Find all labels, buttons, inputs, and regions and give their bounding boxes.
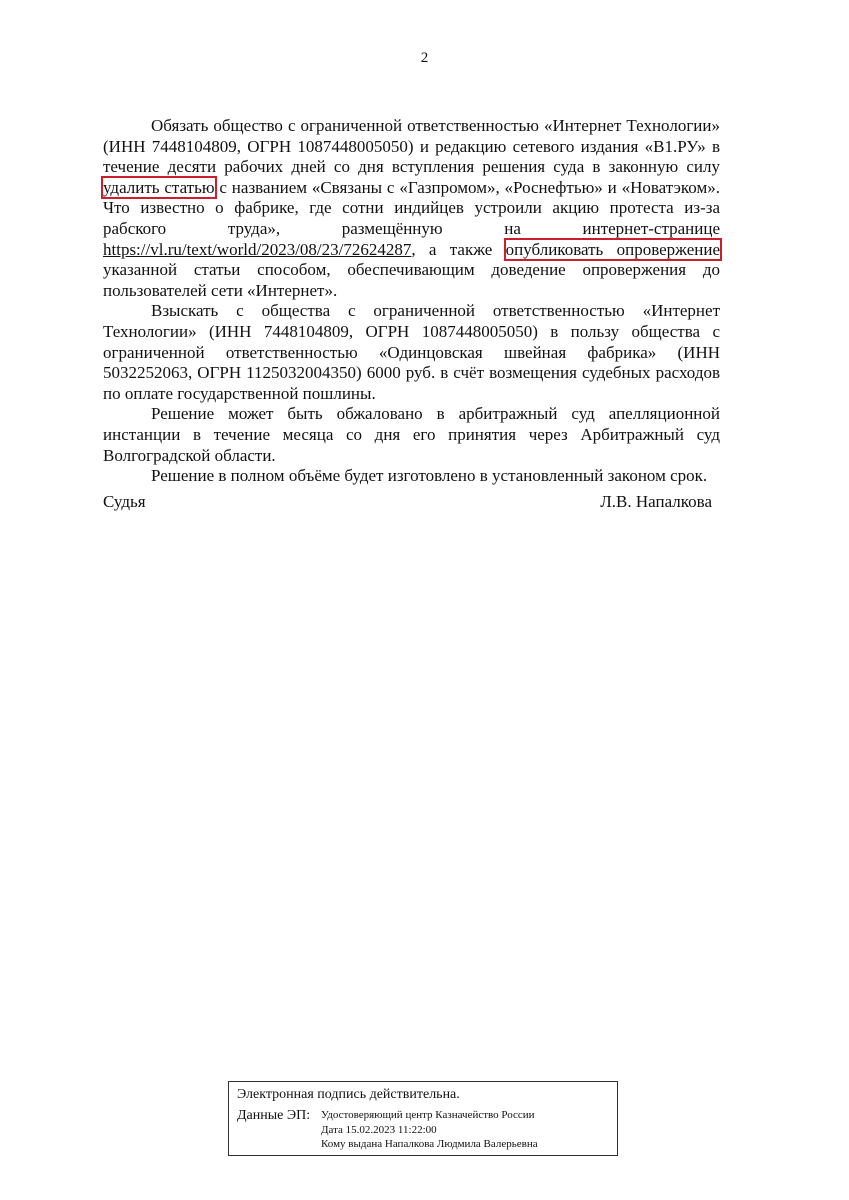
paragraph-obligation xyxy=(103,116,720,301)
esign-lines xyxy=(321,1108,538,1152)
page-number: 2 xyxy=(420,50,429,66)
signature-row xyxy=(103,492,712,512)
paragraph-text: , а также xyxy=(411,239,506,259)
article-link[interactable]: https://vl.ru/text/world/2023/08/23/72624287 xyxy=(103,239,412,259)
highlight-publish-refutation: опубликовать опровержение xyxy=(505,239,720,259)
paragraph-text: указанной статьи способом, обеспечивающим доведение опровержения до пользователей сети «Интернет». xyxy=(103,260,720,300)
paragraph-text: Обязать общество с ограниченной ответственностью «Интернет Технологии» (ИНН 7448104809, ОГРН 1087448005050) и редакцию сетевого издания «В1.РУ» в течение десяти рабочих дней со дня вступления решения суда в законную силу xyxy=(103,116,720,177)
highlight-delete-article: удалить статью xyxy=(103,177,215,197)
judge-title: Судья xyxy=(103,492,146,511)
esign-issuer: Удостоверяющий центр Казначейство России xyxy=(321,1109,535,1121)
esign-details xyxy=(237,1108,609,1152)
esign-issued-to: Кому выдана Напалкова Людмила Валерьевна xyxy=(321,1138,538,1150)
esign-data-label: Данные ЭП: xyxy=(237,1108,311,1123)
paragraph-appeal: Решение может быть обжаловано в арбитражный суд апелляционной инстанции в течение месяца со дня его принятия через Арбитражный суд Волгоградской области. xyxy=(103,404,720,465)
paragraph-full-decision: Решение в полном объёме будет изготовлено в установленный законом срок. xyxy=(151,466,708,486)
paragraph-text: с названием «Связаны с «Газпромом», «Роснефтью» и «Новатэком». Что известно о фабрике, где сотни индийцев устроили акцию протеста из-за рабского труда», размещённую на интернет-странице xyxy=(103,177,720,238)
electronic-signature-stamp xyxy=(228,1081,618,1156)
esign-valid-text: Электронная подпись действительна. xyxy=(237,1087,460,1102)
esign-date: Дата 15.02.2023 11:22:00 xyxy=(321,1123,437,1136)
paragraph-recovery: Взыскать с общества с ограниченной ответственностью «Интернет Технологии» (ИНН 7448104809, ОГРН 1087448005050) в пользу общества с ограниченной ответственностью «Одинцовская швейная фабрика» (ИНН 5032252063, ОГРН 1125032004350) 6000 руб. в счёт возмещения судебных расходов по оплате государственной пошлины. xyxy=(103,301,720,403)
judge-name: Л.В. Напалкова xyxy=(600,492,712,511)
document-body xyxy=(103,116,720,487)
